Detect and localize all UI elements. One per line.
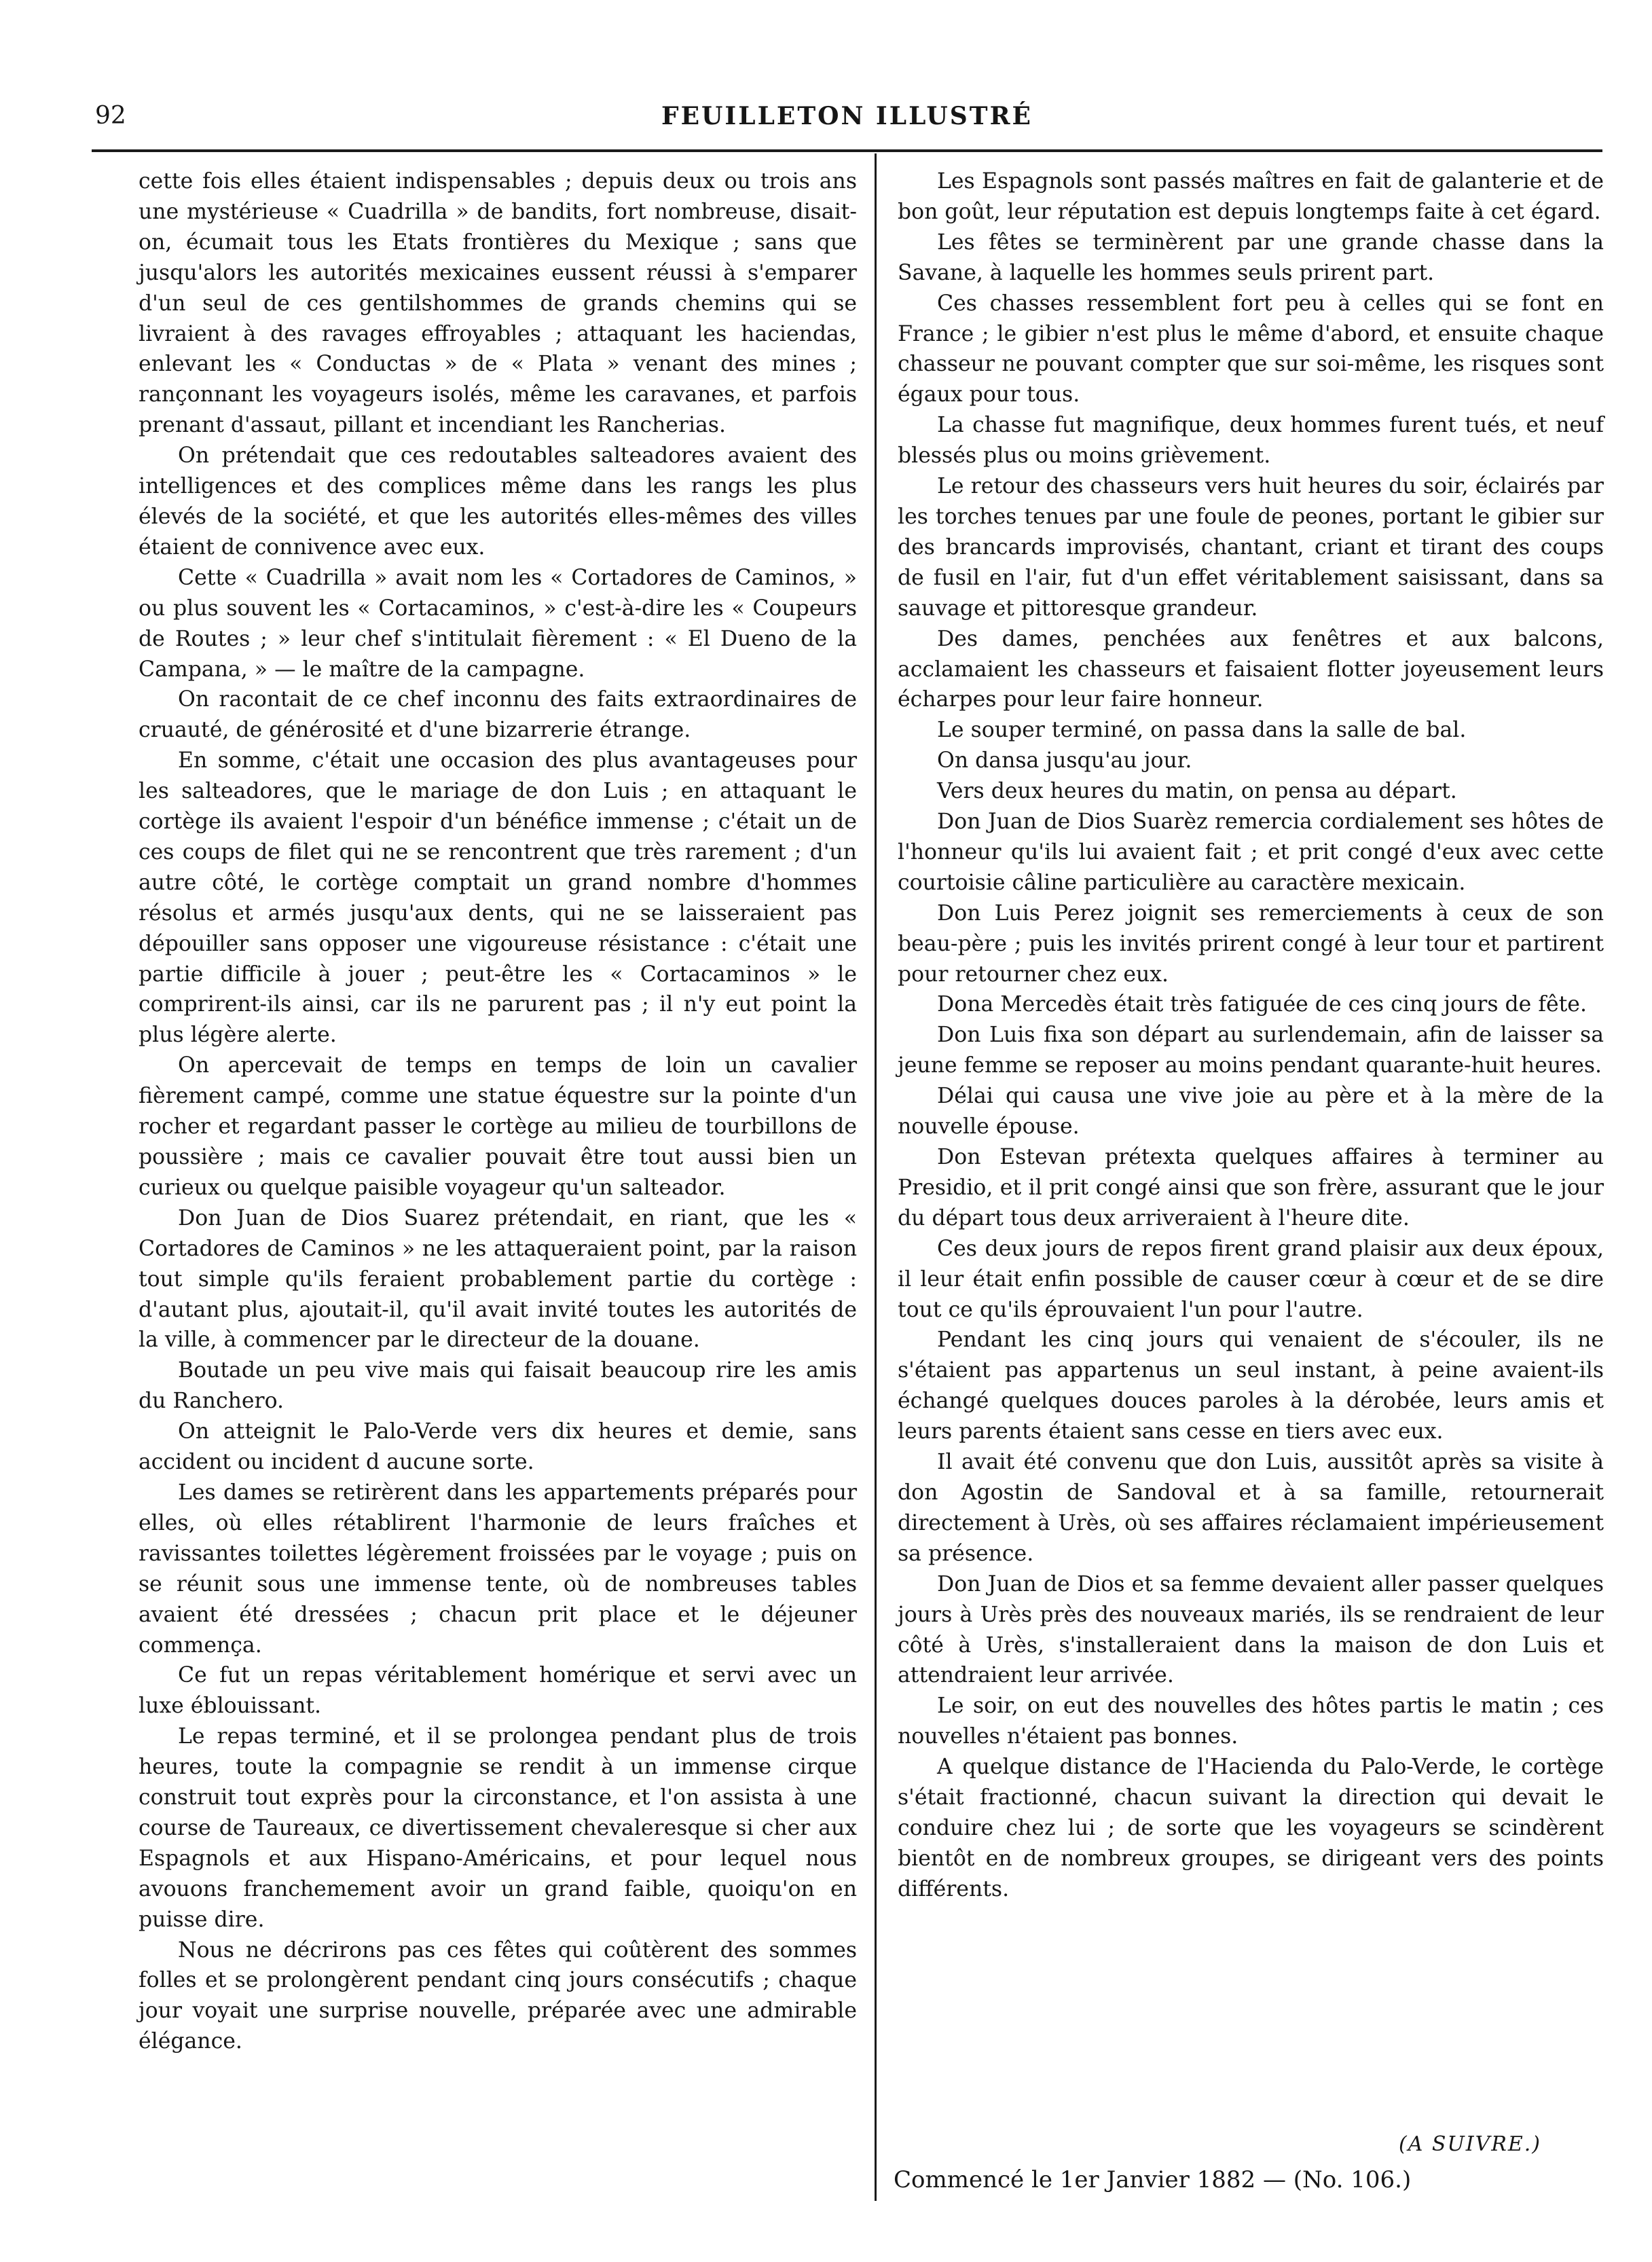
paragraph: Ces deux jours de repos firent grand plaisir aux deux époux, il leur était enfin possible de causer cœur à cœur et de se dire tout ce qu'ils éprouvaient l'un pour l'autre. xyxy=(898,1236,1604,1322)
paragraph: On prétendait que ces redoutables salteadores avaient des intelligences et des complices même dans les rangs les plus élevés de la société, et que les autorités elles-mêmes des villes étaient de connivence avec eux. xyxy=(139,443,857,560)
paragraph: Don Luis Perez joignit ses remerciements à ceux de son beau-père ; puis les invités prirent congé à leur tour et partirent pour retourner chez eux. xyxy=(898,900,1604,987)
header-rule xyxy=(92,149,1602,152)
paragraph: Don Juan de Dios et sa femme devaient aller passer quelques jours à Urès près des nouveaux mariés, ils se rendraient de leur côté à Urès, s'installeraient dans la maison de don Luis et attendraient leur arrivée. xyxy=(898,1571,1604,1688)
paragraph: On racontait de ce chef inconnu des faits extraordinaires de cruauté, de générosité et d'une bizarrerie étrange. xyxy=(139,687,857,743)
page-number: 92 xyxy=(95,102,126,130)
paragraph: Des dames, penchées aux fenêtres et aux balcons, acclamaient les chasseurs et faisaient flotter joyeusement leurs écharpes pour leur faire honneur. xyxy=(898,626,1604,712)
paragraph: Les Espagnols sont passés maîtres en fait de galanterie et de bon goût, leur réputation est depuis longtemps faite à cet égard. xyxy=(898,169,1604,224)
paragraph: La chasse fut magnifique, deux hommes furent tués, et neuf blessés plus ou moins grièvement. xyxy=(898,413,1604,469)
paragraph: Don Estevan prétexta quelques affaires à terminer au Presidio, et il prit congé ainsi que son frère, assurant que le jour du départ tous deux arriveraient à l'heure dite. xyxy=(898,1145,1604,1230)
paragraph: Le repas terminé, et il se prolongea pendant plus de trois heures, toute la compagnie se rendit à un immense cirque construit tout exprès pour la circonstance, et l'on assista à une course de Taureaux, ce divertissement chevaleresque si cher aux Espagnols et aux Hispano-Américains, et pour lequel nous avouons franchemement avoir un grand faible, quoiqu'on en puisse dire. xyxy=(139,1724,857,1932)
paragraph: On apercevait de temps en temps de loin un cavalier fièrement campé, comme une statue équestre sur la pointe d'un rocher et regardant passer le cortège au milieu de tourbillons de poussière ; mais ce cavalier pouvait être tout aussi bien un curieux ou quelque paisible voyageur qu'un salteador. xyxy=(139,1053,857,1200)
paragraph: Don Luis fixa son départ au surlendemain, afin de laisser sa jeune femme se reposer au moins pendant quarante-huit heures. xyxy=(898,1023,1604,1078)
paragraph: On atteignit le Palo-Verde vers dix heures et demie, sans accident ou incident d aucune sorte. xyxy=(139,1419,857,1475)
paragraph: En somme, c'était une occasion des plus avantageuses pour les salteadores, que le mariage de don Luis ; en attaquant le cortège ils avaient l'espoir d'un bénéfice immense ; c'était un de ces coups de filet qui ne se rencontrent que très rarement ; d'un autre côté, le cortège comptait un grand nombre d'hommes résolus et armés jusqu'aux dents, qui ne se laisseraient pas dépouiller sans opposer une vigoureuse résistance : c'était une partie difficile à jouer ; peut-être les « Cortacaminos » le comprirent-ils ainsi, car ils ne parurent pas ; il n'y eut point la plus légère alerte. xyxy=(139,748,857,1048)
page-header xyxy=(95,102,1599,143)
paragraph: Don Juan de Dios Suarez prétendait, en riant, que les « Cortadores de Caminos » ne les attaqueraient point, par la raison tout simple qu'ils feraient probablement partie du cortège : d'autant plus, ajoutait-il, qu'il avait invité toutes les autorités de la ville, à commencer par le directeur de la douane. xyxy=(139,1205,857,1353)
left-column xyxy=(139,166,857,2057)
paragraph: Pendant les cinq jours qui venaient de s'écouler, ils ne s'étaient pas appartenus un seul instant, à peine avaient-ils échangé quelques douces paroles à la dérobée, leurs amis et leurs parents étaient sans cesse en tiers avec eux. xyxy=(898,1328,1604,1444)
paragraph: Les dames se retirèrent dans les appartements préparés pour elles, où elles rétablirent l'harmonie de leurs fraîches et ravissantes toilettes légèrement froissées par le voyage ; puis on se réunit sous une immense tente, où de nombreuses tables avaient été dressées ; chacun prit place et le déjeuner commença. xyxy=(139,1480,857,1658)
paragraph: Dona Mercedès était très fatiguée de ces cinq jours de fête. xyxy=(937,992,1587,1017)
to-be-continued: (A SUIVRE.) xyxy=(1399,2132,1541,2156)
paragraph: Le soir, on eut des nouvelles des hôtes partis le matin ; ces nouvelles n'étaient pas bonnes. xyxy=(898,1694,1604,1749)
paragraph: On dansa jusqu'au jour. xyxy=(937,748,1192,773)
paragraph: Don Juan de Dios Suarèz remercia cordialement ses hôtes de l'honneur qu'ils lui avaient fait ; et prit congé d'eux avec cette courtoisie câline particulière au caractère mexicain. xyxy=(898,809,1604,895)
paragraph: Délai qui causa une vive joie au père et à la mère de la nouvelle épouse. xyxy=(898,1084,1604,1139)
running-title: FEUILLETON ILLUSTRÉ xyxy=(661,102,1033,130)
paragraph: Vers deux heures du matin, on pensa au départ. xyxy=(937,779,1457,804)
paragraph: Ces chasses ressemblent fort peu à celles qui se font en France ; le gibier n'est plus le même d'abord, et ensuite chaque chasseur ne pouvant compter que sur soi-même, les risques sont égaux pour tous. xyxy=(898,291,1604,407)
paragraph: Boutade un peu vive mais qui faisait beaucoup rire les amis du Ranchero. xyxy=(139,1358,857,1414)
paragraph: Le souper terminé, on passa dans la salle de bal. xyxy=(937,718,1467,743)
paragraph: cette fois elles étaient indispensables ; depuis deux ou trois ans une mystérieuse « Cuadrilla » de bandits, fort nombreuse, disait-on, écumait tous les Etats frontières du Mexique ; sans que jusqu'alors les autorités mexicaines eussent réussi à s'emparer d'un seul de ces gentilshommes de grands chemins qui se livraient à des ravages effroyables ; attaquant les haciendas, enlevant les « Conductas » de « Plata » venant des mines ; rançonnant les voyageurs isolés, même les caravanes, et parfois prenant d'assaut, pillant et incendiant les Rancherias. xyxy=(139,169,857,438)
paragraph: Il avait été convenu que don Luis, aussitôt après sa visite à don Agostin de Sandoval et à sa famille, retournerait directement à Urès, où ses affaires réclamaient impérieusement sa présence. xyxy=(898,1450,1604,1566)
footer-note: Commencé le 1er Janvier 1882 — (No. 106.) xyxy=(894,2166,1412,2193)
paragraph: A quelque distance de l'Hacienda du Palo-Verde, le cortège s'était fractionné, chacun suivant la direction qui devait le conduire chez lui ; de sorte que les voyageurs se scindèrent bientôt en de nombreux groupes, se dirigeant vers des points différents. xyxy=(898,1755,1604,1901)
paragraph: Le retour des chasseurs vers huit heures du soir, éclairés par les torches tenues par une foule de peones, portant le gibier sur des brancards improvisés, chantant, criant et tirant des coups de fusil en l'air, fut d'un effet véritablement saisissant, dans sa sauvage et pittoresque grandeur. xyxy=(898,474,1604,621)
column-divider xyxy=(875,153,877,2201)
paragraph: Ce fut un repas véritablement homérique et servi avec un luxe éblouissant. xyxy=(139,1663,857,1719)
paragraph: Les fêtes se terminèrent par une grande chasse dans la Savane, à laquelle les hommes seuls prirent part. xyxy=(898,230,1604,285)
right-column xyxy=(898,166,1604,1905)
paragraph: Nous ne décrirons pas ces fêtes qui coûtèrent des sommes folles et se prolongèrent pendant cinq jours consécutifs ; chaque jour voyait une surprise nouvelle, préparée avec une admirable élégance. xyxy=(139,1937,857,2054)
paragraph: Cette « Cuadrilla » avait nom les « Cortadores de Caminos, » ou plus souvent les « Cortacaminos, » c'est-à-dire les « Coupeurs de Routes ; » leur chef s'intitulait fièrement : « El Dueno de la Campana, » — le maître de la campagne. xyxy=(139,565,857,682)
